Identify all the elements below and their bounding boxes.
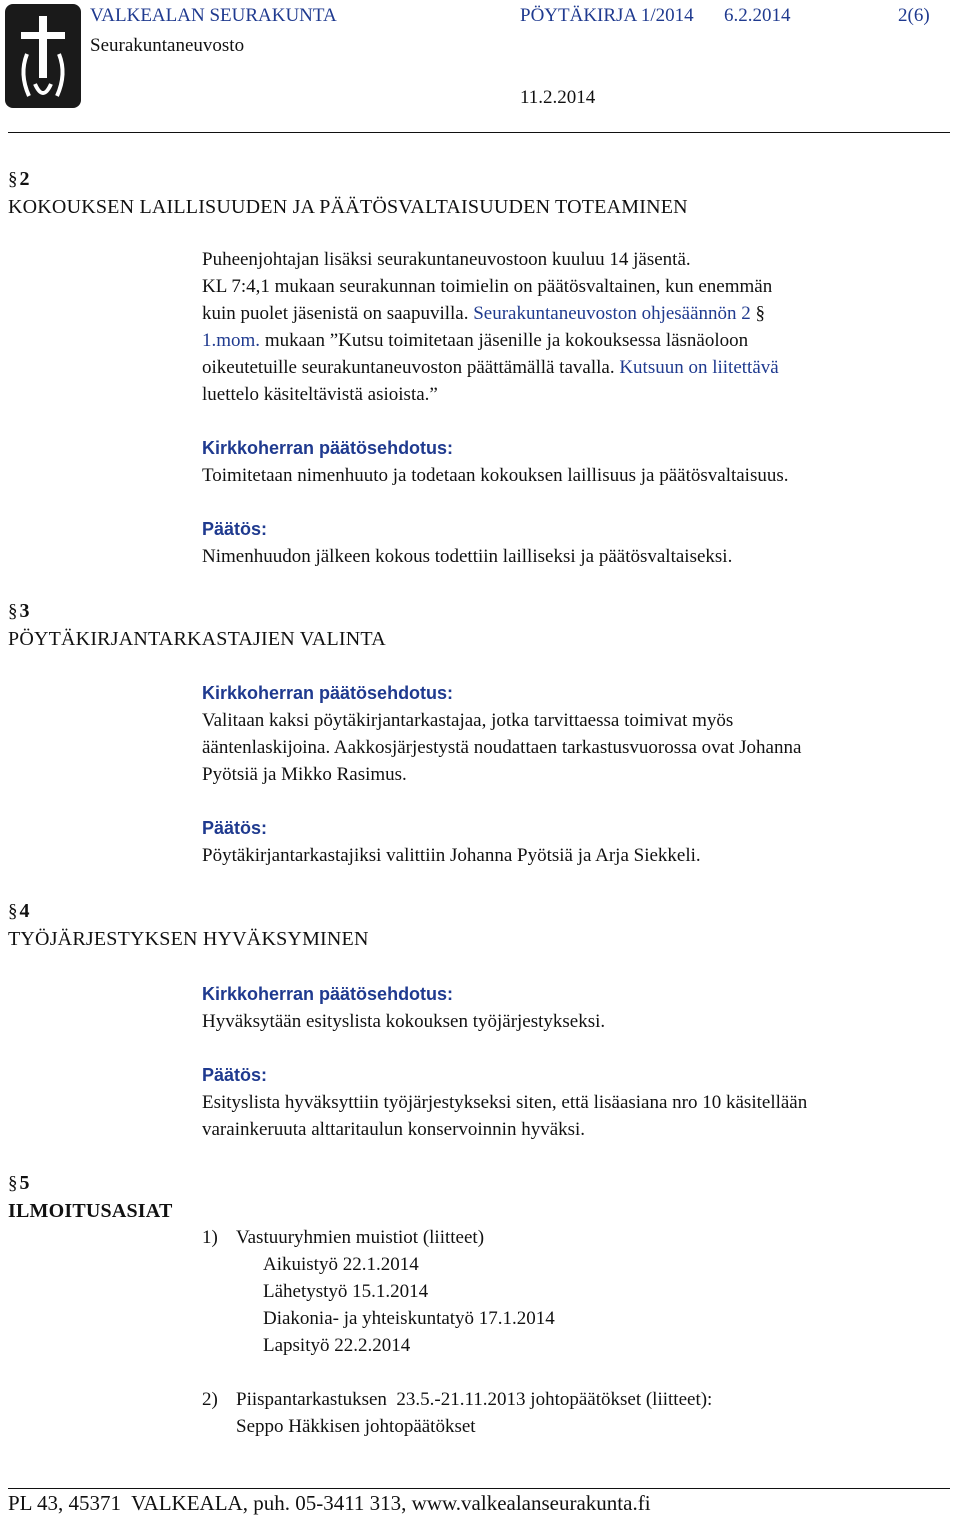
section-title: PÖYTÄKIRJANTARKASTAJIEN VALINTA <box>8 628 386 650</box>
body-line: 1.mom. mukaan ”Kutsu toimitetaan jäsenille ja kokouksessa läsnäoloon <box>202 330 749 351</box>
section-title: TYÖJÄRJESTYKSEN HYVÄKSYMINEN <box>8 928 369 950</box>
proposal-label: Kirkkoherran päätösehdotus: <box>202 438 454 458</box>
footer-divider <box>8 1488 950 1489</box>
section-2-heading <box>8 166 688 221</box>
decision-text: Esityslista hyväksyttiin työjärjestykseksi siten, että lisäasiana nro 10 käsitellään <box>202 1092 808 1113</box>
proposal-text: ääntenlaskijoina. Aakkosjärjestystä noudattaen tarkastusvuorossa ovat Johanna <box>202 737 802 758</box>
section-5-heading: § 5 ILMOITUSASIAT <box>8 1170 173 1225</box>
proposal-text: Valitaan kaksi pöytäkirjantarkastajaa, jotka tarvittaessa toimivat myös <box>202 710 734 731</box>
paragraph-symbol: § <box>8 169 18 190</box>
section-title: KOKOUKSEN LAILLISUUDEN JA PÄÄTÖSVALTAISUUDEN TOTEAMINEN <box>8 196 688 218</box>
body-line: luettelo käsiteltävistä asioista.” <box>202 384 438 405</box>
list-subitem: Lähetystyö 15.1.2014 <box>263 1281 429 1302</box>
proposal-text: Hyväksytään esityslista kokouksen työjärjestykseksi. <box>202 1011 606 1032</box>
decision-label: Päätös: <box>202 818 268 838</box>
body-line: kuin puolet jäsenistä on saapuvilla. Seurakuntaneuvoston ohjesäännön 2 § <box>202 303 766 324</box>
section-3-heading: § 3 PÖYTÄKIRJANTARKASTAJIEN VALINTA <box>8 598 386 653</box>
body-line: Puheenjohtajan lisäksi seurakuntaneuvostoon kuuluu 14 jäsentä. <box>202 249 691 270</box>
header-divider <box>8 132 950 133</box>
footer-address: PL 43, 45371 VALKEALA, puh. 05-3411 313, www.valkealanseurakunta.fi <box>8 1491 651 1515</box>
organization-name: VALKEALAN SEURAKUNTA <box>90 5 337 26</box>
proposal-label: Kirkkoherran päätösehdotus: <box>202 984 454 1004</box>
decision-label: Päätös: <box>202 1065 268 1085</box>
list-subitem: Aikuistyö 22.1.2014 <box>263 1254 419 1275</box>
church-cross-logo-icon <box>5 4 81 108</box>
list-item: 2) Piispantarkastuksen 23.5.-21.11.2013 johtopäätökset (liitteet): <box>202 1389 713 1410</box>
document-date: 6.2.2014 <box>724 5 791 26</box>
section-4-body <box>202 981 954 1143</box>
decision-text: varainkeruuta alttaritaulun konservoinnin hyväksi. <box>202 1119 586 1140</box>
proposal-text: Pyötsiä ja Mikko Rasimus. <box>202 764 407 785</box>
section-2-body <box>202 246 954 570</box>
meeting-date: 11.2.2014 <box>520 87 596 108</box>
proposal-label: Kirkkoherran päätösehdotus: <box>202 683 454 703</box>
section-4-heading: § 4 TYÖJÄRJESTYKSEN HYVÄKSYMINEN <box>8 898 369 953</box>
list-subitem: Lapsityö 22.2.2014 <box>263 1335 411 1356</box>
section-number: 3 <box>19 600 30 622</box>
section-title: ILMOITUSASIAT <box>8 1200 173 1222</box>
list-subitem: Diakonia- ja yhteiskuntatyö 17.1.2014 <box>263 1308 555 1329</box>
proposal-text: Toimitetaan nimenhuuto ja todetaan kokouksen laillisuus ja päätösvaltaisuus. <box>202 465 789 486</box>
section-number: 2 <box>19 168 30 190</box>
section-number: 5 <box>19 1172 30 1194</box>
announcements-list <box>202 1224 712 1440</box>
body-line: KL 7:4,1 mukaan seurakunnan toimielin on päätösvaltainen, kun enemmän <box>202 276 773 297</box>
list-item: 1) Vastuuryhmien muistiot (liitteet) <box>202 1227 485 1248</box>
body-line: oikeutetuille seurakuntaneuvoston päättämällä tavalla. Kutsuun on liitettävä <box>202 357 779 378</box>
section-number: 4 <box>19 900 30 922</box>
decision-text: Nimenhuudon jälkeen kokous todettiin lailliseksi ja päätösvaltaiseksi. <box>202 546 733 567</box>
body-name: Seurakuntaneuvosto <box>90 35 245 56</box>
list-subitem: Seppo Häkkisen johtopäätökset <box>236 1416 476 1437</box>
decision-label: Päätös: <box>202 519 268 539</box>
decision-text: Pöytäkirjantarkastajiksi valittiin Johanna Pyötsiä ja Arja Siekkeli. <box>202 845 701 866</box>
page-number: 2(6) <box>898 5 930 26</box>
document-title: PÖYTÄKIRJA 1/2014 <box>520 5 694 26</box>
section-3-body <box>202 680 954 869</box>
